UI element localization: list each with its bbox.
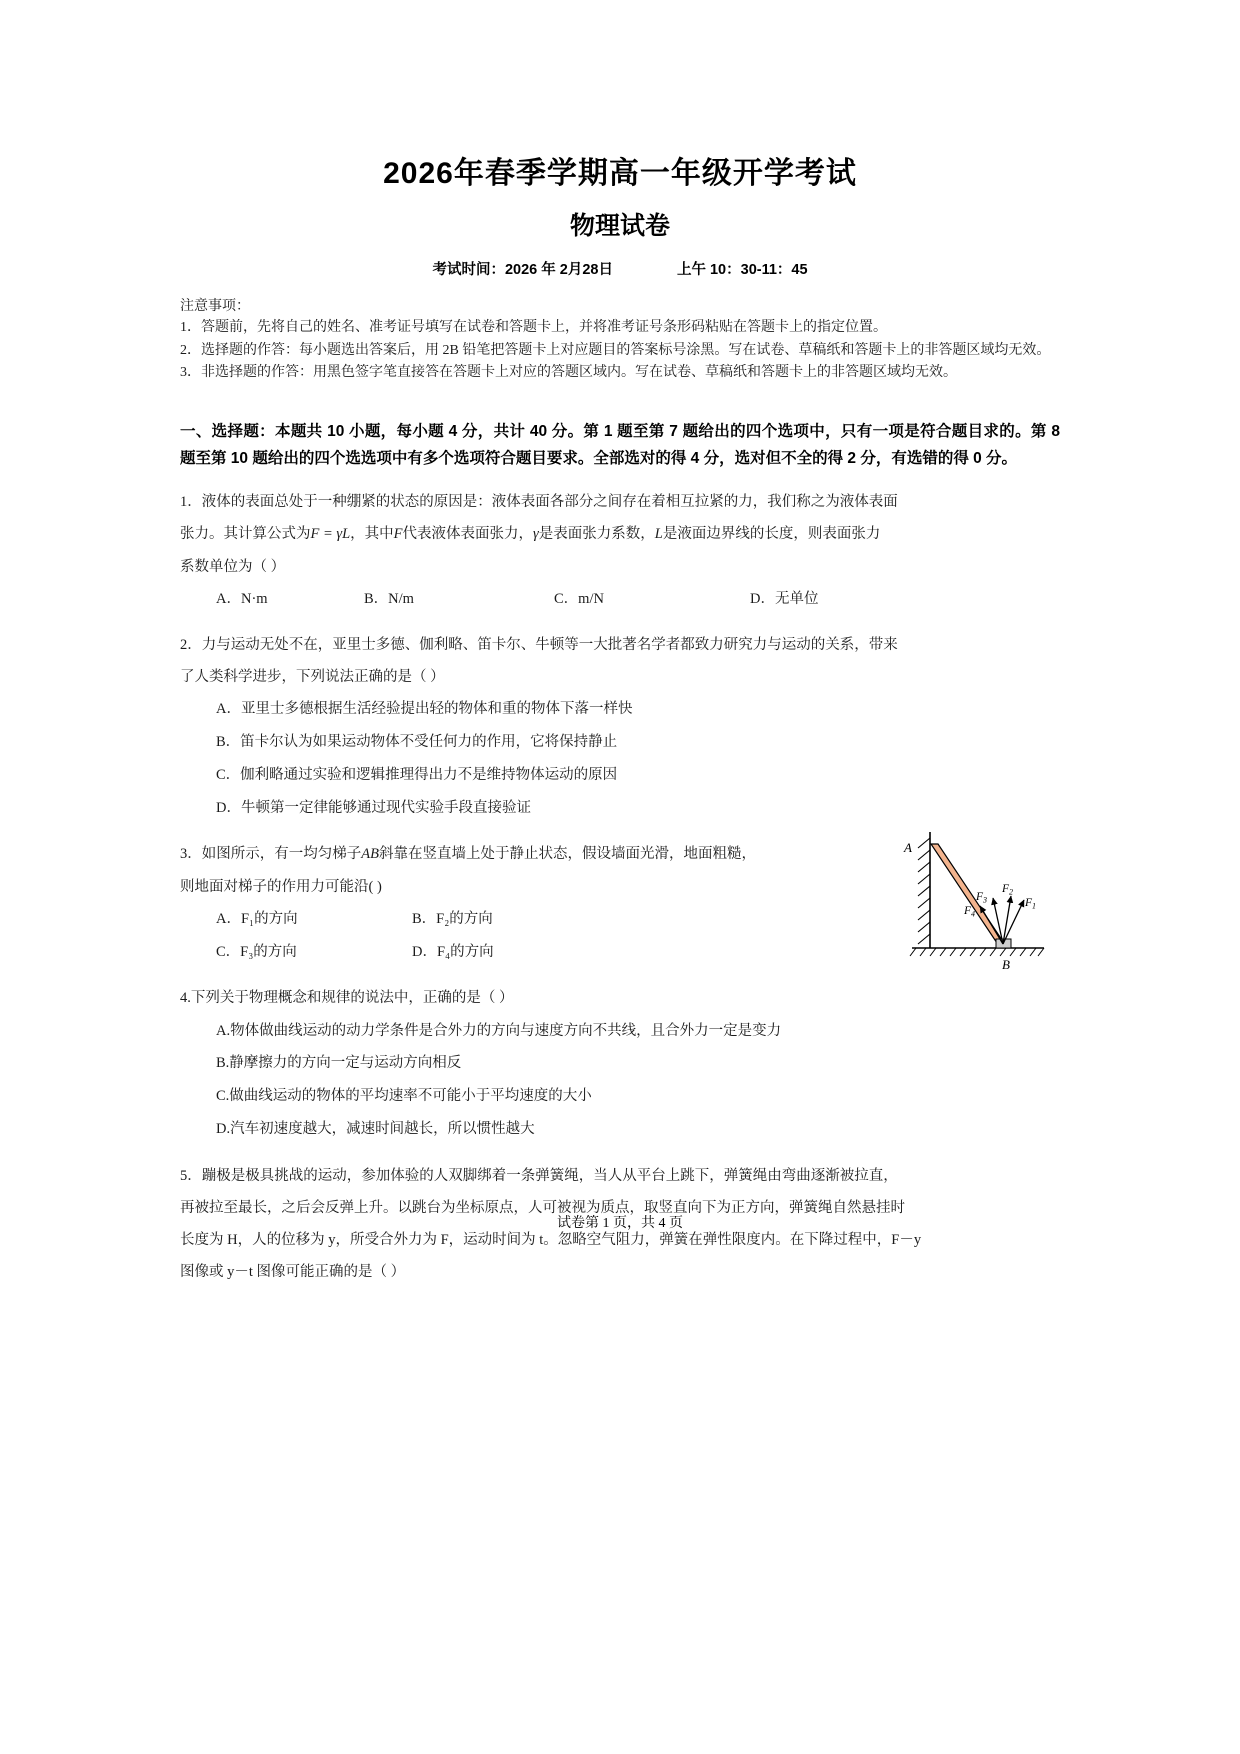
notice-item-3: 3．非选择题的作答：用黑色签字笔直接答在答题卡上对应的答题区域内。写在试卷、草稿纸和答题卡上的非答题区域均无效。 [180, 365, 957, 381]
q1-formula: F = γL [310, 526, 351, 543]
q1-pre: 张力。其计算公式为 [180, 526, 311, 543]
question-5-line3: 长度为 H，人的位移为 y，所受合外力为 F，运动时间为 t。忽略空气阻力，弹簧在弹性限度内。在下降过程中，F－y [180, 1231, 922, 1248]
q3-pre: 如图所示，有一均匀梯子 [201, 846, 362, 863]
force-label-f4: $F_4$ [964, 905, 976, 919]
question-5-stem [180, 1160, 1060, 1192]
force-label-f2: $F_2$ [1002, 883, 1014, 897]
notice-item-1: 1．答题前，先将自己的姓名、准考证号填写在试卷和答题卡上，并将准考证号条形码粘贴在答题卡上的指定位置。 [180, 320, 887, 335]
question-4-option-a[interactable]: A.物体做曲线运动的动力学条件是合外力的方向与速度方向不共线，且合外力一定是变力 [216, 1022, 782, 1039]
ladder-label-a: A [904, 840, 912, 856]
question-2-stem-line2: 了人类科学进步，下列说法正确的是（ ） [180, 669, 445, 686]
notice-item-2: 2．选择题的作答：每小题选出答案后，用 2B 铅笔把答题卡上对应题目的答案标号涂黑。写在试卷、草稿纸和答题卡上的非答题区域均无效。 [180, 342, 1051, 358]
question-1 [180, 486, 1060, 615]
question-3-stem-line2: 则地面对梯子的作用力可能沿( ) [180, 878, 382, 895]
subject-title: 物理试卷 [569, 212, 670, 240]
page-content [180, 0, 1060, 1288]
page-footer: 试卷第 1 页，共 4 页 [557, 1216, 683, 1231]
q1-b: 是表面张力系数， [538, 526, 655, 543]
question-2-option-d[interactable]: D．牛顿第一定律能够通过现代实验手段直接验证 [216, 799, 531, 816]
q1-a: 代表液体表面张力， [402, 526, 534, 543]
question-1-stem-line3: 系数单位为（ ） [180, 558, 286, 575]
question-1-option-b[interactable]: B．N/m [364, 590, 414, 607]
notice-heading: 注意事项： [180, 299, 250, 314]
question-2-line1: 力与运动无处不在，亚里士多德、伽利略、笛卡尔、牛顿等一大批著名学者都致力研究力与运动的关系，带来 [201, 637, 898, 654]
question-4-option-d[interactable]: D.汽车初速度越大，减速时间越长，所以惯性越大 [216, 1120, 535, 1137]
q1-var-F: F [393, 526, 403, 543]
question-3-option-a[interactable]: A．F₁的方向 [216, 910, 298, 927]
question-4 [180, 982, 1060, 1145]
question-1-number: 1． [180, 494, 202, 511]
question-2-stem [180, 629, 1060, 661]
question-1-line1: 液体的表面总处于一种绷紧的状态的原因是：液体表面各部分之间存在着相互拉紧的力，我们称之为液体表面 [201, 494, 898, 511]
question-1-option-a[interactable]: A．N·m [216, 590, 268, 607]
ladder-wall-force-diagram [892, 826, 1062, 974]
q1-var-L: L [654, 526, 663, 543]
force-label-f1: $F_1$ [1025, 897, 1037, 911]
q1-c: 是液面边界线的长度，则表面张力 [662, 526, 881, 543]
q3-post: 斜靠在竖直墙上处于静止状态，假设墙面光滑，地面粗糙， [378, 846, 756, 863]
question-2-option-c[interactable]: C．伽利略通过实验和逻辑推理得出力不是维持物体运动的原因 [216, 766, 618, 783]
exam-time-line [180, 258, 1060, 279]
exam-hours: 上午 10：30-11：45 [676, 262, 808, 278]
section-one-heading: 一、选择题：本题共 10 小题，每小题 4 分，共计 40 分。第 1 题至第 7 题给出的四个选项中，只有一项是符合题目求的。第 8 题至第 10 题给出的四个选选项中有多个选项符合题目要求。全部选对的得 4 分，选对但不全的得 2 分，有选错的得 0 分。 [180, 423, 1060, 468]
question-5-line2: 再被拉至最长，之后会反弹上升。以跳台为坐标原点，人可被视为质点，取竖直向下为正方向，弹簧绳自然悬挂时 [180, 1199, 905, 1216]
question-2-option-a[interactable]: A．亚里士多德根据生活经验提出轻的物体和重的物体下落一样快 [216, 701, 633, 718]
question-3-number: 3． [180, 846, 202, 863]
ladder-label-b: B [1002, 957, 1010, 973]
question-4-option-c[interactable]: C.做曲线运动的物体的平均速率不可能小于平均速度的大小 [216, 1088, 592, 1105]
question-3-option-b[interactable]: B．F₂的方向 [412, 910, 493, 927]
q1-var-gamma: γ [533, 526, 539, 543]
question-5-line1: 蹦极是极具挑战的运动，参加体验的人双脚绑着一条弹簧绳，当人从平台上跳下，弹簧绳由弯曲逐渐被拉直， [201, 1167, 898, 1184]
question-2 [180, 629, 1060, 824]
question-1-stem [180, 486, 1060, 518]
question-1-option-d[interactable]: D．无单位 [750, 590, 819, 607]
question-5-line4: 图像或 y－t 图像可能正确的是（ ） [180, 1264, 406, 1281]
question-2-number: 2． [180, 637, 202, 654]
question-4-option-b[interactable]: B.静摩擦力的方向一定与运动方向相反 [216, 1055, 462, 1072]
question-3 [180, 838, 1060, 973]
q1-mid: ，其中 [350, 526, 394, 543]
exam-date: 考试时间：2026 年 2月28日 [432, 262, 613, 278]
question-4-number: 4. [180, 990, 191, 1007]
question-2-option-b[interactable]: B．笛卡尔认为如果运动物体不受任何力的作用，它将保持静止 [216, 734, 618, 751]
question-5-number: 5． [180, 1167, 202, 1184]
force-label-f3: $F_3$ [976, 891, 988, 905]
question-3-option-c[interactable]: C．F₃的方向 [216, 943, 297, 960]
page-title: 2026年春季学期高一年级开学考试 [383, 157, 857, 190]
question-1-options [180, 583, 1060, 615]
question-4-line1: 下列关于物理概念和规律的说法中，正确的是（ ） [190, 990, 514, 1007]
question-3-option-d[interactable]: D．F₄的方向 [412, 943, 494, 960]
question-1-stem-line2 [180, 518, 1060, 550]
question-1-option-c[interactable]: C．m/N [554, 590, 604, 607]
q3-var-AB: AB [361, 846, 379, 863]
question-4-stem [180, 982, 1060, 1014]
